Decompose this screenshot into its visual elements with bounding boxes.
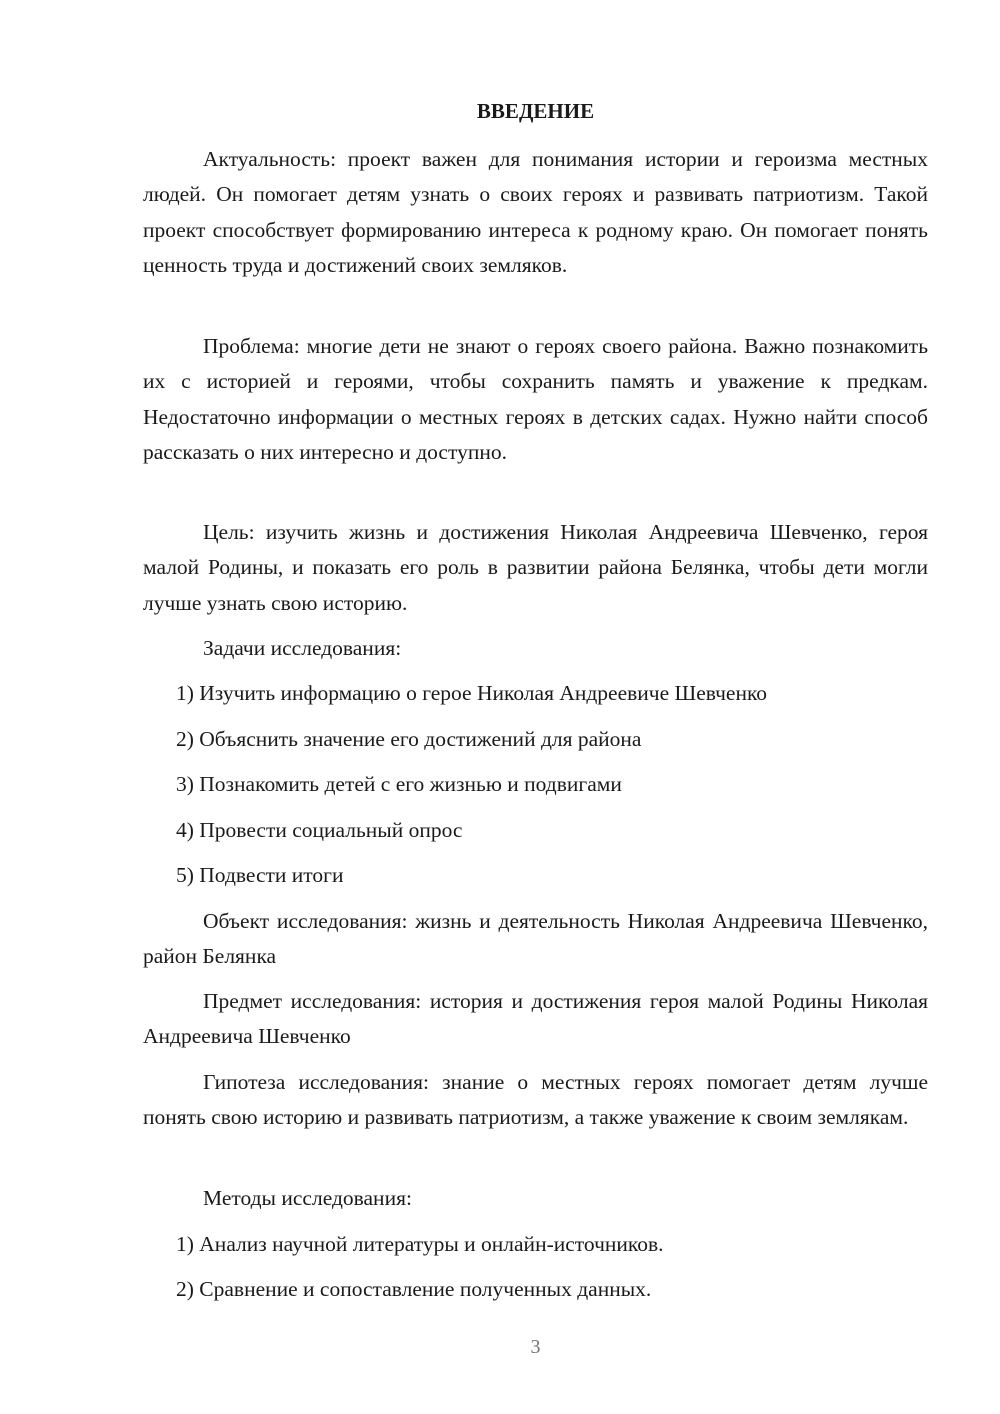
page-number: 3 (530, 1336, 541, 1358)
task-item-5: 5) Подвести итоги (176, 863, 344, 887)
document-page (143, 0, 928, 1414)
subject-paragraph: Предмет исследования: история и достижения героя малой Родины Николая Андреевича Шевченко (143, 989, 928, 1049)
task-item-2: 2) Объяснить значение его достижений для района (176, 727, 642, 751)
task-item-3: 3) Познакомить детей с его жизнью и подвигами (176, 772, 622, 796)
goal-paragraph: Цель: изучить жизнь и достижения Николая Андреевича Шевченко, героя малой Родины, и показать его роль в развитии района Белянка, чтобы дети могли лучше узнать свою историю. (143, 520, 928, 615)
tasks-heading: Задачи исследования: (203, 636, 402, 660)
methods-heading: Методы исследования: (203, 1186, 412, 1210)
method-item-2: 2) Сравнение и сопоставление полученных данных. (176, 1277, 652, 1301)
hypothesis-paragraph: Гипотеза исследования: знание о местных героях помогает детям лучше понять свою историю и развивать патриотизм, а также уважение к своим землякам. (143, 1070, 928, 1130)
task-item-1: 1) Изучить информацию о герое Николая Андреевиче Шевченко (176, 681, 768, 705)
object-paragraph: Объект исследования: жизнь и деятельность Николая Андреевича Шевченко, район Белянка (143, 909, 928, 969)
relevance-paragraph: Актуальность: проект важен для понимания истории и героизма местных людей. Он помогает детям узнать о своих героях и развивать патриотизм. Такой проект способствует формированию интереса к родному краю. Он помогает понять ценность труда и достижений своих земляков. (143, 147, 928, 277)
method-item-1: 1) Анализ научной литературы и онлайн-источников. (176, 1232, 664, 1256)
section-title: ВВЕДЕНИЕ (476, 99, 595, 123)
problem-paragraph: Проблема: многие дети не знают о героях своего района. Важно познакомить их с историей и героями, чтобы сохранить память и уважение к предкам. Недостаточно информации о местных героях в детских садах. Нужно найти способ рассказать о них интересно и доступно. (143, 334, 928, 464)
task-item-4: 4) Провести социальный опрос (176, 818, 463, 842)
